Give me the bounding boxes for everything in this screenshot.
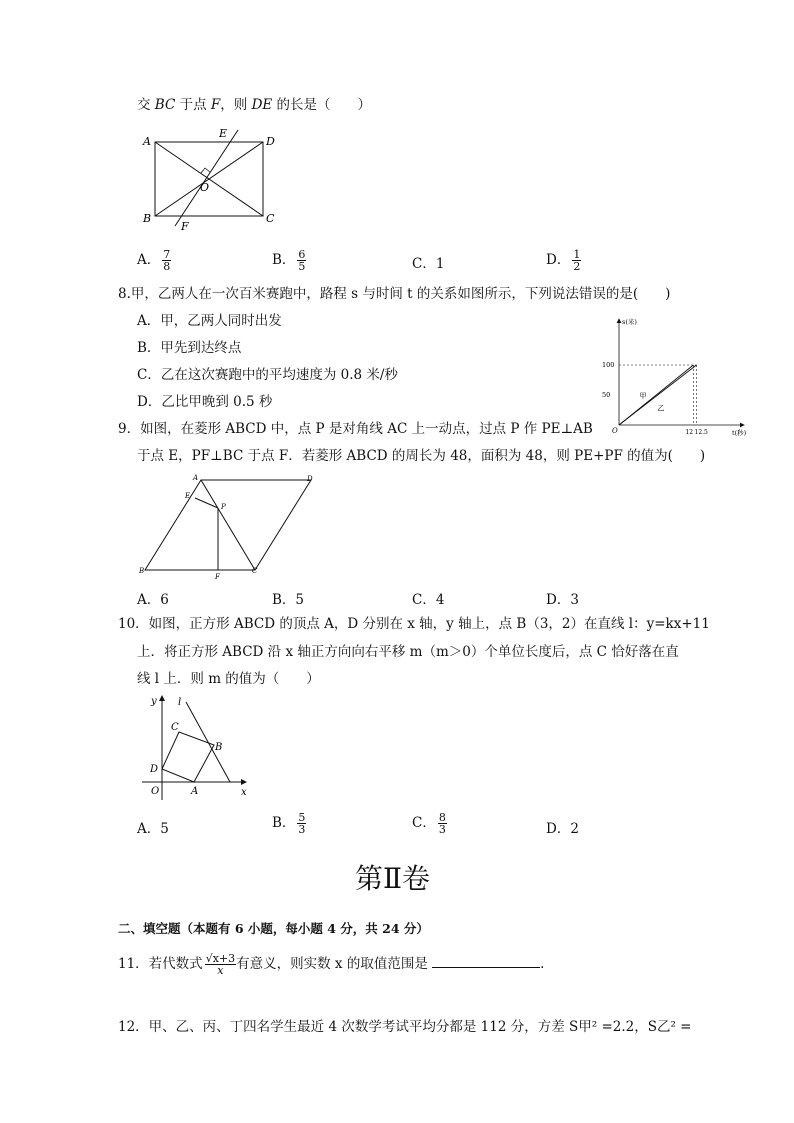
part-two-title: 第Ⅱ卷 (355, 862, 431, 895)
q7-option-a[interactable]: A． $\frac{7}{8}$ (137, 248, 171, 273)
q7-continuation: 交 BC 于点 F，则 DE 的长是（ ） (137, 97, 372, 113)
q7-label-o: O (200, 181, 210, 194)
q9-option-d[interactable]: D．3 (546, 592, 579, 608)
q9-option-a[interactable]: A．6 (137, 592, 169, 608)
q7-label-e: E (219, 127, 228, 140)
q10-option-d[interactable]: D．2 (546, 821, 579, 837)
q7-label-a: A (143, 135, 151, 148)
q9-label-b: B (139, 567, 145, 575)
q8-ytick-100: 100 (602, 361, 615, 369)
q7-label-f: F (181, 220, 189, 233)
q10-option-b[interactable]: B． $\frac{5}{3}$ (272, 811, 306, 836)
q10-label-y: y (151, 696, 157, 707)
q8-series-line-2 (619, 365, 697, 425)
q9-label-e: E (185, 492, 191, 500)
q10-label-a: A (191, 786, 199, 797)
q10-label-b: B (215, 742, 223, 753)
q10-label-o: O (151, 786, 160, 797)
q10-option-a[interactable]: A．5 (137, 821, 169, 837)
q9-label-d: D (307, 475, 313, 483)
q9-option-c[interactable]: C．4 (412, 592, 445, 608)
q7-option-b[interactable]: B． $\frac{6}{5}$ (272, 248, 306, 273)
q8-distance-time-chart (598, 313, 750, 439)
q8-xtick-12.5: 12.5 (694, 429, 708, 436)
q10-option-c[interactable]: C． $\frac{8}{3}$ (412, 811, 446, 836)
q8-option-d[interactable]: D．乙比甲晚到 0.5 秒 (137, 394, 273, 410)
q8-option-b[interactable]: B．甲先到达终点 (137, 340, 242, 356)
q10-line-2: 上．将正方形 ABCD 沿 x 轴正方向向右平移 m（m＞0）个单位长度后，点 C 恰好落在直 (137, 644, 679, 660)
section-two-heading: 二、填空题（本题有 6 小题，每小题 4 分，共 24 分） (118, 921, 429, 936)
q8-xtick-12: 12 (685, 429, 694, 436)
q11-answer-blank[interactable] (432, 955, 540, 968)
q9-label-p: P (221, 503, 226, 511)
q10-coordinate-figure (142, 692, 254, 802)
q9-label-c: C (252, 567, 258, 575)
q8-stem: 8.甲，乙两人在一次百米赛跑中，路程 s 与时间 t 的关系如图所示，下列说法错误的是( ) (118, 286, 671, 302)
q11: 11．若代数式 $\frac{√x+3}{x}$ 有意义，则实数 x 的取值范围是 . (118, 952, 545, 977)
q7-rectangle-figure (135, 122, 285, 234)
q9-line-2: 于点 E，PF⊥BC 于点 F．若菱形 ABCD 的周长为 48，面积为 48，则 PE+PF 的值为( ) (137, 448, 706, 464)
q12: 12．甲、乙、丙、丁四名学生最近 4 次数学考试平均分都是 112 分，方差 S甲² =2.2，S乙² = (118, 1019, 692, 1035)
q7-option-c[interactable]: C．1 (412, 256, 445, 272)
q7-label-c: C (266, 212, 275, 225)
q10-label-x: x (241, 787, 247, 798)
q8-origin: O (612, 427, 618, 435)
q8-ylabel: s(米) (622, 318, 637, 326)
q9-rhombus-figure (135, 472, 320, 582)
q9-label-a: A (193, 474, 199, 482)
q8-xlabel: t(秒) (732, 429, 747, 437)
q9-label-f: F (215, 573, 220, 581)
q7-label-d: D (266, 135, 275, 148)
q10-line-1: 10．如图，正方形 ABCD 的顶点 A，D 分别在 x 轴，y 轴上，点 B（3，2）在直线 l：y=kx+11 (118, 616, 710, 632)
q7-option-d[interactable]: D． $\frac{1}{2}$ (546, 248, 581, 273)
q8-series-label-1: 甲 (639, 392, 647, 400)
q9-line-1: 9．如图，在菱形 ABCD 中，点 P 是对角线 AC 上一动点，过点 P 作 PE⊥AB (118, 421, 593, 437)
q8-series-label-2: 乙 (657, 404, 665, 413)
q8-option-a[interactable]: A．甲，乙两人同时出发 (137, 313, 282, 329)
q8-ytick-50: 50 (602, 391, 611, 399)
q10-line-3: 线 l 上．则 m 的值为（ ） (137, 671, 320, 687)
q8-option-c[interactable]: C．乙在这次赛跑中的平均速度为 0.8 米/秒 (137, 367, 398, 383)
q10-label-c: C (171, 722, 179, 733)
q9-option-b[interactable]: B．5 (272, 592, 305, 608)
q7-label-b: B (143, 212, 152, 225)
q10-label-d: D (150, 764, 159, 775)
q10-label-l: l (178, 697, 182, 708)
